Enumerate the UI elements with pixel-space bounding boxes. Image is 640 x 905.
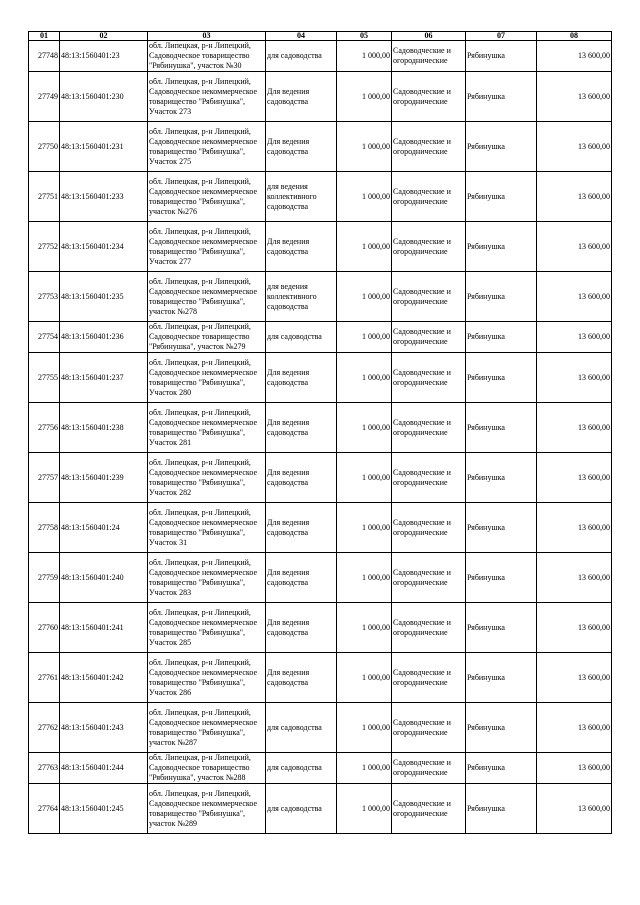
address-cell: обл. Липецкая, р-н Липецкий, Садоводческое некоммерческое товарищество "Рябинушка", Участок 277 <box>148 222 266 272</box>
settlement-name-cell: Рябинушка <box>466 272 537 322</box>
cadastral-value-cell: 13 600,00 <box>537 453 612 503</box>
address-cell: обл. Липецкая, р-н Липецкий, Садоводческое некоммерческое товарищество "Рябинушка", Участок 275 <box>148 122 266 172</box>
row-id-cell: 27751 <box>29 172 60 222</box>
table-row <box>29 403 612 453</box>
table-row <box>29 172 612 222</box>
address-cell: обл. Липецкая, р-н Липецкий, Садоводческое некоммерческое товарищество "Рябинушка", участок №276 <box>148 172 266 222</box>
row-id-cell: 27749 <box>29 72 60 122</box>
cadastral-value-cell: 13 600,00 <box>537 41 612 72</box>
permitted-use-cell: для садоводства <box>266 703 337 753</box>
header-col-04: 04 <box>266 32 337 41</box>
cadastral-number-cell: 48:13:1560401:236 <box>60 322 148 353</box>
settlement-name-cell: Рябинушка <box>466 703 537 753</box>
header-col-05: 05 <box>337 32 392 41</box>
land-category-cell: Садоводческие и огороднические <box>392 122 466 172</box>
land-category-cell: Садоводческие и огороднические <box>392 403 466 453</box>
cadastral-value-cell: 13 600,00 <box>537 753 612 784</box>
area-cell: 1 000,00 <box>337 453 392 503</box>
cadastral-number-cell: 48:13:1560401:230 <box>60 72 148 122</box>
cadastral-number-cell: 48:13:1560401:238 <box>60 403 148 453</box>
permitted-use-cell: Для ведения садоводства <box>266 353 337 403</box>
area-cell: 1 000,00 <box>337 753 392 784</box>
row-id-cell: 27755 <box>29 353 60 403</box>
cadastral-number-cell: 48:13:1560401:235 <box>60 272 148 322</box>
land-category-cell: Садоводческие и огороднические <box>392 653 466 703</box>
land-category-cell: Садоводческие и огороднические <box>392 222 466 272</box>
address-cell: обл. Липецкая, р-н Липецкий, Садоводческое некоммерческое товарищество "Рябинушка", Участок 281 <box>148 403 266 453</box>
address-cell: обл. Липецкая, р-н Липецкий, Садоводческое некоммерческое товарищество "Рябинушка", Участок 285 <box>148 603 266 653</box>
table-row <box>29 353 612 403</box>
cadastral-value-cell: 13 600,00 <box>537 553 612 603</box>
land-category-cell: Садоводческие и огороднические <box>392 72 466 122</box>
cadastral-number-cell: 48:13:1560401:234 <box>60 222 148 272</box>
address-cell: обл. Липецкая, р-н Липецкий, Садоводческое некоммерческое товарищество "Рябинушка", участок №287 <box>148 703 266 753</box>
row-id-cell: 27759 <box>29 553 60 603</box>
table-row <box>29 453 612 503</box>
table-row <box>29 784 612 834</box>
land-category-cell: Садоводческие и огороднические <box>392 322 466 353</box>
permitted-use-cell: Для ведения садоводства <box>266 603 337 653</box>
table-body <box>29 41 612 834</box>
area-cell: 1 000,00 <box>337 784 392 834</box>
table-row <box>29 703 612 753</box>
cadastral-value-cell: 13 600,00 <box>537 272 612 322</box>
land-category-cell: Садоводческие и огороднические <box>392 41 466 72</box>
land-category-cell: Садоводческие и огороднические <box>392 272 466 322</box>
address-cell: обл. Липецкая, р-н Липецкий, Садоводческое товарищество "Рябинушка", участок №279 <box>148 322 266 353</box>
address-cell: обл. Липецкая, р-н Липецкий, Садоводческое некоммерческое товарищество "Рябинушка", участок №289 <box>148 784 266 834</box>
area-cell: 1 000,00 <box>337 403 392 453</box>
table-row <box>29 753 612 784</box>
settlement-name-cell: Рябинушка <box>466 322 537 353</box>
area-cell: 1 000,00 <box>337 553 392 603</box>
cadastral-value-cell: 13 600,00 <box>537 703 612 753</box>
row-id-cell: 27761 <box>29 653 60 703</box>
permitted-use-cell: для ведения коллективного садоводства <box>266 172 337 222</box>
permitted-use-cell: Для ведения садоводства <box>266 553 337 603</box>
area-cell: 1 000,00 <box>337 603 392 653</box>
cadastral-value-cell: 13 600,00 <box>537 122 612 172</box>
cadastral-number-cell: 48:13:1560401:241 <box>60 603 148 653</box>
header-col-07: 07 <box>466 32 537 41</box>
land-category-cell: Садоводческие и огороднические <box>392 453 466 503</box>
area-cell: 1 000,00 <box>337 272 392 322</box>
area-cell: 1 000,00 <box>337 222 392 272</box>
table-row <box>29 222 612 272</box>
permitted-use-cell: Для ведения садоводства <box>266 653 337 703</box>
row-id-cell: 27753 <box>29 272 60 322</box>
cadastral-number-cell: 48:13:1560401:242 <box>60 653 148 703</box>
cadastral-value-cell: 13 600,00 <box>537 353 612 403</box>
row-id-cell: 27752 <box>29 222 60 272</box>
settlement-name-cell: Рябинушка <box>466 353 537 403</box>
area-cell: 1 000,00 <box>337 653 392 703</box>
land-category-cell: Садоводческие и огороднические <box>392 703 466 753</box>
header-col-03: 03 <box>148 32 266 41</box>
settlement-name-cell: Рябинушка <box>466 603 537 653</box>
address-cell: обл. Липецкая, р-н Липецкий, Садоводческое некоммерческое товарищество "Рябинушка", Участок 31 <box>148 503 266 553</box>
row-id-cell: 27763 <box>29 753 60 784</box>
address-cell: обл. Липецкая, р-н Липецкий, Садоводческое некоммерческое товарищество "Рябинушка", Участок 280 <box>148 353 266 403</box>
land-category-cell: Садоводческие и огороднические <box>392 503 466 553</box>
permitted-use-cell: для ведения коллективного садоводства <box>266 272 337 322</box>
cadastral-number-cell: 48:13:1560401:239 <box>60 453 148 503</box>
cadastral-number-cell: 48:13:1560401:233 <box>60 172 148 222</box>
settlement-name-cell: Рябинушка <box>466 753 537 784</box>
cadastral-value-cell: 13 600,00 <box>537 603 612 653</box>
cadastral-number-cell: 48:13:1560401:243 <box>60 703 148 753</box>
table-row <box>29 272 612 322</box>
settlement-name-cell: Рябинушка <box>466 222 537 272</box>
address-cell: обл. Липецкая, р-н Липецкий, Садоводческое некоммерческое товарищество "Рябинушка", участок №278 <box>148 272 266 322</box>
table-row <box>29 322 612 353</box>
permitted-use-cell: для садоводства <box>266 41 337 72</box>
table-row <box>29 503 612 553</box>
land-category-cell: Садоводческие и огороднические <box>392 172 466 222</box>
settlement-name-cell: Рябинушка <box>466 553 537 603</box>
area-cell: 1 000,00 <box>337 172 392 222</box>
permitted-use-cell: для садоводства <box>266 784 337 834</box>
table-row <box>29 603 612 653</box>
cadastral-value-cell: 13 600,00 <box>537 503 612 553</box>
address-cell: обл. Липецкая, р-н Липецкий, Садоводческое некоммерческое товарищество "Рябинушка", Участок 273 <box>148 72 266 122</box>
land-category-cell: Садоводческие и огороднические <box>392 353 466 403</box>
row-id-cell: 27748 <box>29 41 60 72</box>
settlement-name-cell: Рябинушка <box>466 172 537 222</box>
address-cell: обл. Липецкая, р-н Липецкий, Садоводческое некоммерческое товарищество "Рябинушка", Участок 286 <box>148 653 266 703</box>
permitted-use-cell: для садоводства <box>266 322 337 353</box>
settlement-name-cell: Рябинушка <box>466 653 537 703</box>
address-cell: обл. Липецкая, р-н Липецкий, Садоводческое товарищество "Рябинушка", участок №288 <box>148 753 266 784</box>
cadastral-number-cell: 48:13:1560401:237 <box>60 353 148 403</box>
row-id-cell: 27756 <box>29 403 60 453</box>
area-cell: 1 000,00 <box>337 322 392 353</box>
cadastral-value-cell: 13 600,00 <box>537 653 612 703</box>
land-plots-table <box>28 31 612 834</box>
row-id-cell: 27757 <box>29 453 60 503</box>
cadastral-number-cell: 48:13:1560401:244 <box>60 753 148 784</box>
permitted-use-cell: Для ведения садоводства <box>266 222 337 272</box>
land-category-cell: Садоводческие и огороднические <box>392 603 466 653</box>
area-cell: 1 000,00 <box>337 703 392 753</box>
cadastral-value-cell: 13 600,00 <box>537 322 612 353</box>
permitted-use-cell: Для ведения садоводства <box>266 403 337 453</box>
cadastral-number-cell: 48:13:1560401:240 <box>60 553 148 603</box>
table-header <box>29 32 612 41</box>
cadastral-number-cell: 48:13:1560401:231 <box>60 122 148 172</box>
settlement-name-cell: Рябинушка <box>466 503 537 553</box>
row-id-cell: 27750 <box>29 122 60 172</box>
table-row <box>29 553 612 603</box>
address-cell: обл. Липецкая, р-н Липецкий, Садоводческое некоммерческое товарищество "Рябинушка", Участок 283 <box>148 553 266 603</box>
area-cell: 1 000,00 <box>337 41 392 72</box>
cadastral-number-cell: 48:13:1560401:24 <box>60 503 148 553</box>
permitted-use-cell: Для ведения садоводства <box>266 503 337 553</box>
address-cell: обл. Липецкая, р-н Липецкий, Садоводческое некоммерческое товарищество "Рябинушка", Участок 282 <box>148 453 266 503</box>
table-row <box>29 41 612 72</box>
area-cell: 1 000,00 <box>337 353 392 403</box>
row-id-cell: 27760 <box>29 603 60 653</box>
land-category-cell: Садоводческие и огороднические <box>392 784 466 834</box>
settlement-name-cell: Рябинушка <box>466 122 537 172</box>
area-cell: 1 000,00 <box>337 72 392 122</box>
settlement-name-cell: Рябинушка <box>466 453 537 503</box>
settlement-name-cell: Рябинушка <box>466 72 537 122</box>
header-col-01: 01 <box>29 32 60 41</box>
permitted-use-cell: для садоводства <box>266 753 337 784</box>
row-id-cell: 27758 <box>29 503 60 553</box>
table-row <box>29 653 612 703</box>
header-col-08: 08 <box>537 32 612 41</box>
header-col-02: 02 <box>60 32 148 41</box>
permitted-use-cell: Для ведения садоводства <box>266 122 337 172</box>
row-id-cell: 27754 <box>29 322 60 353</box>
cadastral-value-cell: 13 600,00 <box>537 403 612 453</box>
land-category-cell: Садоводческие и огороднические <box>392 753 466 784</box>
table-row <box>29 122 612 172</box>
cadastral-number-cell: 48:13:1560401:245 <box>60 784 148 834</box>
header-col-06: 06 <box>392 32 466 41</box>
land-category-cell: Садоводческие и огороднические <box>392 553 466 603</box>
settlement-name-cell: Рябинушка <box>466 41 537 72</box>
permitted-use-cell: Для ведения садоводства <box>266 72 337 122</box>
cadastral-value-cell: 13 600,00 <box>537 172 612 222</box>
cadastral-value-cell: 13 600,00 <box>537 72 612 122</box>
settlement-name-cell: Рябинушка <box>466 784 537 834</box>
area-cell: 1 000,00 <box>337 122 392 172</box>
cadastral-value-cell: 13 600,00 <box>537 784 612 834</box>
row-id-cell: 27762 <box>29 703 60 753</box>
area-cell: 1 000,00 <box>337 503 392 553</box>
settlement-name-cell: Рябинушка <box>466 403 537 453</box>
header-row <box>29 32 612 41</box>
cadastral-value-cell: 13 600,00 <box>537 222 612 272</box>
row-id-cell: 27764 <box>29 784 60 834</box>
table-row <box>29 72 612 122</box>
address-cell: обл. Липецкая, р-н Липецкий, Садоводческое товарищество "Рябинушка", участок №30 <box>148 41 266 72</box>
permitted-use-cell: Для ведения садоводства <box>266 453 337 503</box>
cadastral-number-cell: 48:13:1560401:23 <box>60 41 148 72</box>
